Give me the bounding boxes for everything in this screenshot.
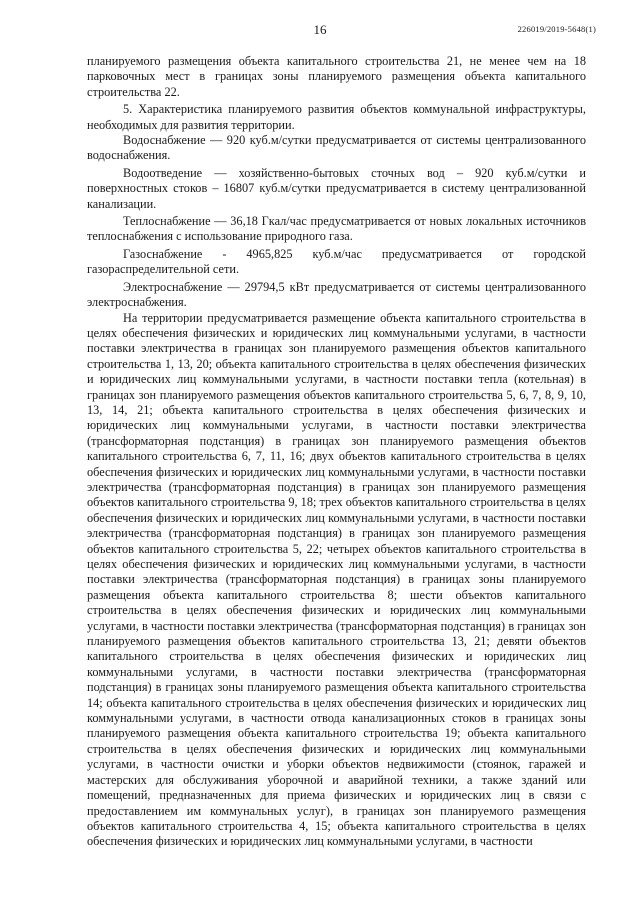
page-number: 16: [313, 22, 327, 37]
paragraph-gas-supply: Газоснабжение - 4965,825 куб.м/час предусматривается от городской газораспределительной сети.: [87, 246, 586, 277]
paragraph-wastewater: Водоотведение — хозяйственно-бытовых сточных вод – 920 куб.м/сутки и поверхностных стоков – 16807 куб.м/сутки предусматривается в систему централизованной канализации.: [87, 165, 586, 211]
document-id: 226019/2019-5648(1): [517, 24, 596, 34]
paragraph-section-5-heading: 5. Характеристика планируемого развития объектов коммунальной инфраструктуры, необходимых для развития территории.: [87, 102, 586, 132]
paragraph-water-supply: Водоснабжение — 920 куб.м/сутки предусматривается от системы централизованного водоснабжения.: [87, 133, 586, 163]
paragraph-utility-objects: На территории предусматривается размещение объекта капитального строительства в целях обеспечения физических и юридических лиц коммунальными услугами, в частности поставки электричества в границах зон планируемого размещения объектов капитального строительства 1, 13, 20; объекта капитального строительства в целях обеспечения физических и юридических лиц коммунальными услугами, в частности поставки тепла (котельная) в границах зон планируемого размещения объектов капитального строительства 5, 6, 7, 8, 9, 10, 13, 14, 21; объекта капитального строительства в целях обеспечения физических и юридических лиц коммунальными услугами, в частности поставки электричества (трансформаторная подстанция) в границах зон планируемого размещения объектов капитального строительства 6, 7, 11, 16; двух объектов капитального строительства в целях обеспечения физических и юридических лиц коммунальными услугами, в частности поставки электричества (трансформаторная подстанция) в границах зон планируемого размещения объектов капитального строительства 9, 18; трех объектов капитального строительства в целях обеспечения физических и юридических лиц коммунальными услугами, в частности поставки электричества (трансформаторная подстанция) в границах зон планируемого размещения объектов капитального строительства 5, 22; четырех объектов капитального строительства в целях обеспечения физических и юридических лиц коммунальными услугами, в частности поставки электричества (трансформаторная подстанция) в границах зоны планируемого размещения объекта капитального строительства 8; шести объектов капитального строительства в целях обеспечения физических и юридических лиц коммунальными услугами, в частности поставки электричества (трансформаторная подстанция) в границах зон планируемого размещения объектов капитального строительства 13, 21; девяти объектов капитального строительства в целях обеспечения физических и юридических лиц коммунальными услугами, в частности поставки электричества (трансформаторная подстанция) в границах зоны планируемого размещения объекта капитального строительства 14; объекта капитального строительства в целях обеспечения физических и юридических лиц коммунальными услугами, в частности отвода канализационных стоков в границах зоны планируемого размещения объекта капитального строительства 19; объекта капитального строительства в целях обеспечения физических и юридических лиц коммунальными услугами, в частности очистки и уборки объектов недвижимости (стоянок, гаражей и мастерских для обслуживания уборочной и аварийной техники, а также зданий или помещений, предназначенных для приема физических и юридических лиц в связи с предоставлением им коммунальных услуг), в границах зон планируемого размещения объектов капитального строительства 4, 15; объекта капитального строительства в целях обеспечения физических и юридических лиц коммунальными услугами, в частности: [87, 310, 586, 849]
paragraph-electricity-supply: Электроснабжение — 29794,5 кВт предусматривается от системы централизованного электроснабжения.: [87, 279, 586, 310]
document-body: [87, 54, 586, 850]
paragraph-parking: планируемого размещения объекта капитального строительства 21, не менее чем на 18 парковочных мест в границах зоны планируемого размещения объекта капитального строительства 22.: [87, 54, 586, 99]
paragraph-heat-supply: Теплоснабжение — 36,18 Гкал/час предусматривается от новых локальных источников теплоснабжения с использование природного газа.: [87, 214, 586, 244]
